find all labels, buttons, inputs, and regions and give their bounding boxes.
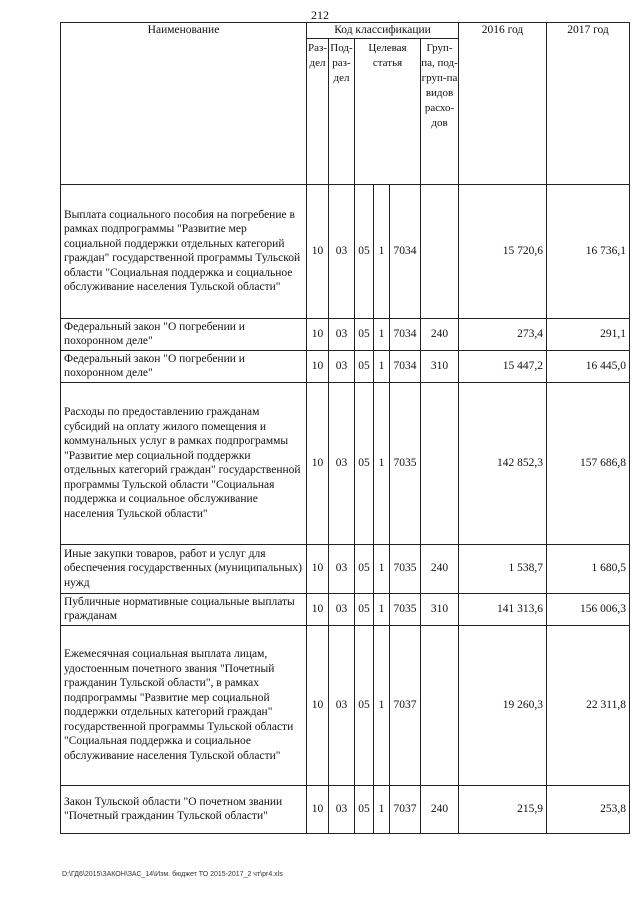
row-value-2016: 215,9 (459, 785, 547, 833)
row-podrazdel: 03 (329, 785, 355, 833)
row-value-2016: 1 538,7 (459, 544, 547, 593)
row-expense-group (421, 184, 459, 318)
row-razdel: 10 (307, 184, 329, 318)
header-razdel: Раз-дел (307, 38, 329, 184)
row-target-part3: 7037 (390, 625, 421, 785)
row-value-2017: 291,1 (547, 318, 630, 350)
table-body (61, 184, 630, 833)
row-target-part1: 05 (355, 318, 374, 350)
row-name: Ежемесячная социальная выплата лицам, удостоенным почетного звания "Почетный гражданин Тульской области", в рамках подпрограммы "Развитие мер социальной поддержки отдельных категорий граждан" государственной программы Тульской области "Социальная поддержка и социальное обслуживание населения Тульской области" (61, 625, 307, 785)
row-target-part3: 7034 (390, 184, 421, 318)
header-group: Груп-па, под-груп-па видов расхо-дов (421, 38, 459, 184)
row-name: Федеральный закон "О погребении и похоронном деле" (61, 318, 307, 350)
row-name: Расходы по предоставлению гражданам субсидий на оплату жилого помещения и коммунальных услуг в рамках подпрограммы "Развитие мер социальной поддержки отдельных категорий граждан" государственной программы Тульской области "Социальная поддержка и социальное обслуживание населения Тульской области" (61, 382, 307, 544)
row-expense-group: 310 (421, 350, 459, 382)
row-value-2017: 16 445,0 (547, 350, 630, 382)
row-expense-group: 310 (421, 593, 459, 625)
row-target-part3: 7034 (390, 318, 421, 350)
header-2016: 2016 год (459, 23, 547, 185)
table-row (61, 184, 630, 318)
table-row (61, 785, 630, 833)
row-target-part1: 05 (355, 544, 374, 593)
header-podrazdel: Под-раз-дел (329, 38, 355, 184)
row-podrazdel: 03 (329, 544, 355, 593)
row-podrazdel: 03 (329, 382, 355, 544)
page-number: 212 (311, 8, 329, 22)
row-name: Закон Тульской области "О почетном звании "Почетный гражданин Тульской области" (61, 785, 307, 833)
row-target-part2: 1 (374, 318, 390, 350)
row-target-part2: 1 (374, 184, 390, 318)
row-razdel: 10 (307, 382, 329, 544)
table-row (61, 625, 630, 785)
row-target-part2: 1 (374, 785, 390, 833)
row-value-2016: 15 720,6 (459, 184, 547, 318)
table-row (61, 593, 630, 625)
header-target: Целевая статья (355, 38, 421, 184)
row-name: Иные закупки товаров, работ и услуг для обеспечения государственных (муниципальных) нужд (61, 544, 307, 593)
row-value-2016: 273,4 (459, 318, 547, 350)
row-target-part2: 1 (374, 593, 390, 625)
row-target-part3: 7035 (390, 382, 421, 544)
row-value-2016: 19 260,3 (459, 625, 547, 785)
header-code: Код классификации (307, 23, 459, 39)
row-name: Выплата социального пособия на погребение в рамках подпрограммы "Развитие мер социальной поддержки отдельных категорий граждан" государственной программы Тульской области "Социальная поддержка и социальное обслуживание населения Тульской области" (61, 184, 307, 318)
budget-table (60, 22, 630, 834)
header-name: Наименование (61, 23, 307, 185)
row-target-part3: 7035 (390, 544, 421, 593)
row-target-part3: 7037 (390, 785, 421, 833)
header-2017: 2017 год (547, 23, 630, 185)
row-name: Публичные нормативные социальные выплаты гражданам (61, 593, 307, 625)
row-value-2016: 141 313,6 (459, 593, 547, 625)
row-target-part1: 05 (355, 382, 374, 544)
row-target-part1: 05 (355, 184, 374, 318)
row-name: Федеральный закон "О погребении и похоронном деле" (61, 350, 307, 382)
row-target-part3: 7035 (390, 593, 421, 625)
file-path-footer: D:\ГД6\2015\ЗАКОН\ЗАС_14\Изм. бюджет ТО 2015-2017_2 чт\pr4.xls (62, 871, 283, 878)
row-razdel: 10 (307, 544, 329, 593)
row-value-2017: 156 006,3 (547, 593, 630, 625)
row-target-part1: 05 (355, 625, 374, 785)
row-value-2016: 15 447,2 (459, 350, 547, 382)
row-target-part1: 05 (355, 593, 374, 625)
row-razdel: 10 (307, 318, 329, 350)
row-value-2016: 142 852,3 (459, 382, 547, 544)
row-razdel: 10 (307, 593, 329, 625)
row-value-2017: 16 736,1 (547, 184, 630, 318)
row-target-part2: 1 (374, 350, 390, 382)
row-expense-group: 240 (421, 544, 459, 593)
row-value-2017: 157 686,8 (547, 382, 630, 544)
row-value-2017: 253,8 (547, 785, 630, 833)
table-row (61, 318, 630, 350)
row-razdel: 10 (307, 625, 329, 785)
row-target-part3: 7034 (390, 350, 421, 382)
row-expense-group: 240 (421, 785, 459, 833)
row-podrazdel: 03 (329, 184, 355, 318)
row-razdel: 10 (307, 785, 329, 833)
table-row (61, 350, 630, 382)
row-razdel: 10 (307, 350, 329, 382)
row-podrazdel: 03 (329, 625, 355, 785)
row-target-part2: 1 (374, 382, 390, 544)
table-row (61, 544, 630, 593)
row-expense-group (421, 625, 459, 785)
row-value-2017: 22 311,8 (547, 625, 630, 785)
row-expense-group: 240 (421, 318, 459, 350)
row-podrazdel: 03 (329, 350, 355, 382)
table-row (61, 382, 630, 544)
row-value-2017: 1 680,5 (547, 544, 630, 593)
row-target-part2: 1 (374, 544, 390, 593)
row-podrazdel: 03 (329, 318, 355, 350)
row-podrazdel: 03 (329, 593, 355, 625)
row-expense-group (421, 382, 459, 544)
row-target-part1: 05 (355, 350, 374, 382)
row-target-part2: 1 (374, 625, 390, 785)
row-target-part1: 05 (355, 785, 374, 833)
